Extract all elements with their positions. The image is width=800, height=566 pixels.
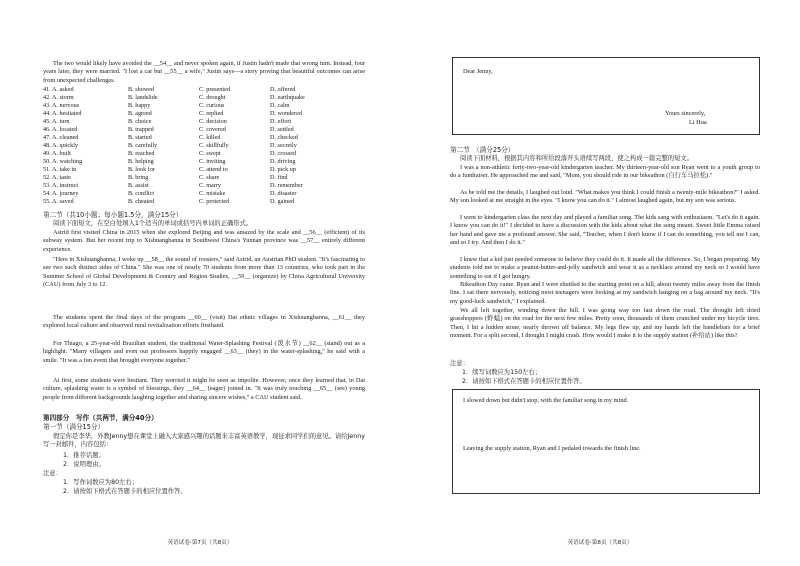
section2-instruction: 阅读下面短文，在空白处填入1个适当的单词或括号内单词的正确形式。 (53, 220, 253, 227)
option-cell: B. agreed (128, 110, 152, 117)
option-cell: D. calm (270, 102, 290, 109)
option-row (43, 86, 363, 94)
continuation-opening-1: I slowed down but didn't stop, with the familiar song in my mind. (463, 397, 629, 404)
writing-section2-title: 第二节 （满分25分） (450, 146, 515, 154)
writing-section1-prompt: 假定你是李华，外教Jenny想在课堂上融入大家感兴趣的话题来丰富英语教学，现征求同学们的意见。请给Jenny写一封邮件，内容包括： (43, 433, 365, 449)
option-row (43, 158, 363, 166)
option-cell: D. remember (270, 182, 303, 189)
option-cell: B. happy (128, 102, 151, 109)
option-cell: C. curious (199, 102, 225, 109)
passage-paragraph-2: "Here in Xishuangbanna, I woke up __58__ the sound of roosters," said Astrid, an Austrian PhD student. "It's fascinating to see two such distinct sides of China." She was one of nearly 70 students from more than 13 countries, who took part in the Summer School of Global Development & Country and Region Studies, __59__ (organize) by China Agricultural University (CAU) from July 3 to 12. (43, 256, 365, 288)
note-label: 注意： (43, 470, 62, 477)
letter-greeting: Dear Jenny, (463, 68, 493, 75)
option-row (43, 182, 363, 190)
story-paragraph-6: We all left together, winding down the hill. I was going way too fast down the road. The drought left dried grasshoppers (蚱蜢) on the road for the next few miles. Pretty soon, thousands of them crunched under my bicycle tires. Then, I hit a hidden stone, nearly thrown off balance. My legs flew up, and my hands left the handlebars for a brief moment. For a split second, I thought I might crash. How would I make it to the supply station (补给站) like this? (450, 307, 760, 339)
option-row (43, 102, 363, 110)
option-row (43, 126, 363, 134)
cloze-options-list (43, 86, 363, 206)
option-row (43, 142, 363, 150)
option-row (43, 94, 363, 102)
option-cell: C. decision (199, 118, 227, 125)
writing-section1-title: 第一节（满分15分） (43, 423, 105, 431)
option-cell: B. trapped (128, 126, 154, 133)
writing-item-2: 2．说明理由。 (63, 461, 105, 468)
option-cell: D. secretly (270, 142, 297, 149)
option-cell: C. skillfully (199, 142, 229, 149)
option-cell: 51. A. take in (43, 166, 77, 173)
option-cell: C. marry (199, 182, 221, 189)
option-cell: D. disaster (270, 190, 297, 197)
option-cell: 44. A. hesitated (43, 110, 82, 117)
option-cell: B. choice (128, 118, 152, 125)
option-cell: C. mistake (199, 190, 226, 197)
option-cell: 49. A. built (43, 150, 71, 157)
option-cell: D. earthquake (270, 94, 305, 101)
letter-signature: Li Hua (689, 119, 707, 126)
option-cell: D. offered (270, 86, 296, 93)
letter-box (452, 57, 760, 135)
story-paragraph-2: As he told me the details, I laughed out loud. "What makes you think I could finish a twenty-mile bikeathon?" I asked. My son looked at me straight in the eyes. "I know you can do it." I almost laughed again, but my son was serious. (450, 189, 760, 205)
continuation-answer-box (452, 389, 760, 494)
option-cell: 42. A. storm (43, 94, 74, 101)
option-cell: C. killed (199, 134, 221, 141)
story-paragraph-5: Bikeathon Day came. Ryan and I were shuttled to the starting point on a hill, about twenty miles away from the finish line. I sat there nervously, noticing most teenagers were looking at my sandwich hanging on a bag around my neck. "It's my good-luck sandwich," I explained. (450, 281, 760, 305)
option-cell: 48. A. quickly (43, 142, 79, 149)
option-cell: B. assist (128, 182, 149, 189)
option-cell: D. checked (270, 134, 298, 141)
passage-paragraph-4: For Thiago, a 25-year-old Brazilian student, the traditional Water-Splashing Festival (泼水节) __62__ (stand) out as a highlight. "Many villagers and even our professors happily engaged __63__ (they) in the water-splashing," he said with a smile. "It was a fun event that brought everyone together." (43, 340, 365, 364)
option-row (43, 190, 363, 198)
option-cell: C. replied (199, 110, 224, 117)
option-cell: D. effort (270, 118, 292, 125)
story-paragraph-1: I was a non-athletic forty-two-year-old kindergarten teacher. My thirteen-year-old son Ryan went to a youth group to do a fundraiser. He approached me and said, "Mom, you should ride in our bikeathon (自行车马拉松)." (450, 164, 760, 180)
writing-item-1: 1．推荐话题； (63, 452, 105, 459)
option-row (43, 166, 363, 174)
option-row (43, 110, 363, 118)
option-row (43, 198, 363, 206)
option-cell: B. reached (128, 150, 155, 157)
option-cell: B. helping (128, 158, 154, 165)
option-cell: B. conflict (128, 190, 155, 197)
option-row (43, 150, 363, 158)
note-item-1: 1．写作词数应为80左右； (63, 479, 138, 486)
option-cell: B. bring (128, 174, 149, 181)
option-cell: C. attend to (199, 166, 228, 173)
note-label: 注意： (450, 360, 469, 367)
option-cell: D. pick up (270, 166, 296, 173)
option-cell: C. swept (199, 150, 221, 157)
option-cell: D. wondered (270, 110, 302, 117)
option-cell: C. drought (199, 94, 226, 101)
option-cell: 45. A. turn (43, 118, 70, 125)
option-cell: D. gained (270, 198, 295, 205)
option-cell: C. protected (199, 198, 230, 205)
passage-paragraph-5: At first, some students were hesitant. They worried it might be seen as impolite. However, once they learned that, in Dai culture, splashing water is a symbol of blessings, they __64__ (eager) joined in. "It was truly touching __65__ (see) young people from different backgrounds laughing together and sharing sincere wishes," a CAU student said. (43, 377, 365, 401)
continuation-opening-2: Leaving the supply station, Ryan and I pedaled towards the finish line. (463, 445, 641, 452)
option-cell: 53. A. instruct (43, 182, 79, 189)
passage-paragraph-1: Astrid first visited China in 2015 when she explored Beijing and was amazed by the scale and __56__ (efficient) of its subway system. But her recent trip to Xishuangbanna in Southwest China's Yunnan province was __57__ entirely different experience. (43, 229, 365, 253)
option-cell: C. share (199, 174, 220, 181)
option-cell: 46. A. located (43, 126, 78, 133)
writing-section2-instruction: 阅读下面材料，根据其内容和所给段落开头语续写两段，使之构成一篇完整的短文。 (460, 155, 693, 162)
option-cell: D. settled (270, 126, 294, 133)
option-cell: B. carefully (128, 142, 158, 149)
option-cell: B. cheated (128, 198, 155, 205)
letter-closing: Yours sincerely, (665, 110, 706, 117)
option-cell: 43. A. nervous (43, 102, 80, 109)
option-cell: 47. A. cleaned (43, 134, 79, 141)
note-item-2: 2．请按如下格式在答题卡的相应位置作答。 (63, 488, 187, 495)
option-cell: 54. A. journey (43, 190, 79, 197)
page-footer: 英语试卷·第8页（共8页） (567, 540, 633, 546)
option-row (43, 134, 363, 142)
note-item-1: 1．续写词数应为150左右； (462, 369, 541, 376)
option-cell: B. landslide (128, 94, 158, 101)
option-cell: B. showed (128, 86, 155, 93)
option-cell: B. look for (128, 166, 155, 173)
option-row (43, 174, 363, 182)
option-cell: 41. A. asked (43, 86, 74, 93)
option-cell: D. driving (270, 158, 296, 165)
option-cell: C. presented (199, 86, 230, 93)
story-paragraph-3: I went to kindergarten class the next day and played a familiar song. The kids sang with enthusiasm. "Let's do it again. I know you can do it!" I decided to have a discussion with the kids about what the song meant. Sweet little Emma raised her hand and gave me a profound answer. She said, "Teacher, when I don't know if I can do something, you tell me I can, and so I try. And then I do it." (450, 214, 760, 246)
section2-title: 第二节（共10小题；每小题1.5分，满分15分） (43, 211, 183, 219)
option-cell: D. find (270, 174, 288, 181)
part4-title: 第四部分 写作（共两节，满分40分） (43, 414, 158, 422)
option-cell: 55. A. saved (43, 198, 74, 205)
note-item-2: 2．请按如下格式在答题卡的相应位置作答。 (462, 378, 586, 385)
option-cell: 50. A. watching (43, 158, 83, 165)
right-page (400, 0, 800, 566)
option-cell: D. crossed (270, 150, 297, 157)
option-cell: C. covered (199, 126, 226, 133)
option-cell: 52. A. taste (43, 174, 71, 181)
option-cell: C. inviting (199, 158, 226, 165)
cloze-closing-paragraph: The two would likely have avoided the __54__ and never spoken again, if Justin hadn't made that wrong turn. Instead, four years later, they were married. "I lost a car but __55__ a wife," Justin says—a story proving that beautiful outcomes can arise from unexpected challenges. (43, 60, 365, 84)
option-cell: B. started (128, 134, 152, 141)
option-row (43, 118, 363, 126)
story-paragraph-4: I knew that a kid just needed someone to believe they could do it. It made all the difference. So, I began preparing. My students told me to make a peanut-butter-and-jelly sandwich and wear it as a necklace around my neck so I would have something to eat if I got hungry. (450, 256, 760, 280)
page-footer: 英语试卷·第7页（共8页） (167, 540, 233, 546)
passage-paragraph-3: The students spent the final days of the program __60__ (visit) Dai ethnic villages in Xishuangbanna, __61__ they explored local culture and observed rural revitalization efforts firsthand. (43, 314, 365, 330)
